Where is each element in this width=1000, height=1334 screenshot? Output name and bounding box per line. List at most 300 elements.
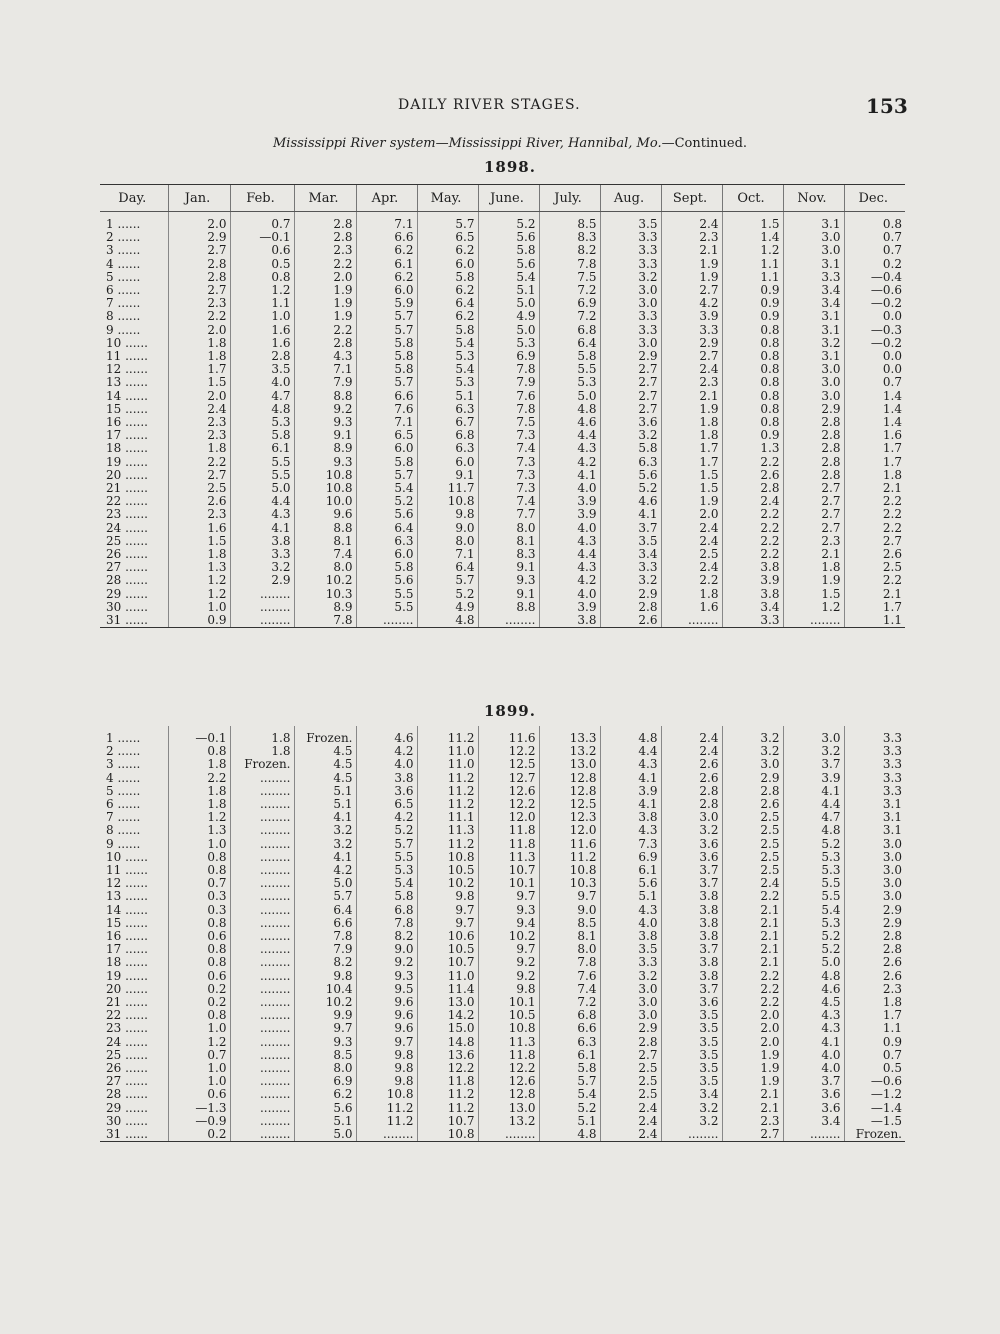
stage-cell: 3.6 [600, 416, 661, 429]
stage-cell: 5.7 [294, 890, 356, 903]
stage-cell: 3.8 [661, 917, 722, 930]
stage-cell: 2.2 [168, 310, 230, 323]
stage-cell: 3.2 [722, 726, 783, 745]
stage-cell: 1.9 [661, 258, 722, 271]
stage-cell: 2.8 [168, 271, 230, 284]
stage-cell: 2.3 [722, 1115, 783, 1128]
stage-cell: 3.2 [230, 561, 294, 574]
stage-cell: 2.5 [600, 1062, 661, 1075]
stage-cell: 6.0 [356, 284, 417, 297]
stage-cell: 3.2 [294, 838, 356, 851]
stage-cell: 5.8 [356, 456, 417, 469]
stage-cell: 5.8 [417, 271, 478, 284]
stage-cell: ........ [230, 601, 294, 614]
stage-cell: 3.8 [661, 970, 722, 983]
stage-cell: ........ [230, 838, 294, 851]
stage-cell: 1.9 [661, 271, 722, 284]
stage-cell: 7.8 [539, 956, 600, 969]
stage-cell: ........ [230, 864, 294, 877]
stage-cell: 2.5 [722, 838, 783, 851]
stage-cell: 0.8 [168, 745, 230, 758]
stage-cell: 0.9 [844, 1036, 905, 1049]
stage-cell: 2.6 [600, 614, 661, 628]
stage-cell: 8.3 [478, 548, 539, 561]
stage-cell: ........ [478, 1128, 539, 1142]
stage-cell: 13.3 [539, 726, 600, 745]
stage-cell: 9.6 [356, 1009, 417, 1022]
stage-cell: 0.5 [844, 1062, 905, 1075]
day-label: 13 ...... [106, 889, 148, 904]
stage-cell: —1.2 [844, 1088, 905, 1101]
stage-cell: 3.8 [661, 904, 722, 917]
stage-cell: 1.0 [168, 838, 230, 851]
stage-cell: 6.3 [417, 403, 478, 416]
stage-cell: 0.8 [722, 324, 783, 337]
stage-cell: 1.0 [230, 310, 294, 323]
stage-cell: 4.7 [783, 811, 844, 824]
day-label: 7 ...... [106, 296, 141, 311]
stage-cell: 13.0 [417, 996, 478, 1009]
stage-cell: 11.4 [417, 983, 478, 996]
stage-cell: 7.9 [294, 943, 356, 956]
stage-cell: 2.0 [294, 271, 356, 284]
day-label: 15 ...... [106, 915, 148, 930]
stage-cell: 8.0 [539, 943, 600, 956]
stage-cell: 2.1 [783, 548, 844, 561]
stage-cell: ........ [783, 614, 844, 628]
stage-cell: 2.1 [661, 244, 722, 257]
table-row [100, 1102, 905, 1115]
table-row [100, 970, 905, 983]
stage-cell: 2.6 [844, 956, 905, 969]
stage-cell: 1.2 [230, 284, 294, 297]
stage-cell: 4.5 [294, 758, 356, 771]
stage-cell: 1.5 [168, 376, 230, 389]
stage-cell: 5.6 [356, 508, 417, 521]
stage-cell: 2.5 [722, 851, 783, 864]
day-label: 27 ...... [106, 1074, 148, 1089]
stage-cell: 4.3 [539, 442, 600, 455]
stage-cell: 4.0 [783, 1062, 844, 1075]
day-label: 27 ...... [106, 560, 148, 575]
stage-cell: 2.3 [783, 535, 844, 548]
stage-cell: 5.3 [478, 337, 539, 350]
stage-cell: 2.9 [600, 588, 661, 601]
stage-cell: 2.2 [844, 495, 905, 508]
stage-cell: 4.2 [356, 811, 417, 824]
stage-cell: 0.7 [844, 231, 905, 244]
stage-cell: 9.8 [478, 983, 539, 996]
stage-cell: 7.2 [539, 996, 600, 1009]
stage-cell: 3.3 [230, 548, 294, 561]
stage-cell: 5.8 [356, 890, 417, 903]
stage-cell: 1.5 [168, 535, 230, 548]
stage-cell: 1.3 [168, 561, 230, 574]
stage-cell: 5.7 [356, 376, 417, 389]
stage-cell: 1.4 [844, 403, 905, 416]
header-row [100, 185, 905, 212]
stage-cell: 6.9 [294, 1075, 356, 1088]
stage-cell: 9.8 [356, 1049, 417, 1062]
stage-cell: 5.5 [783, 890, 844, 903]
stage-cell: 3.0 [600, 337, 661, 350]
stage-cell: 5.0 [478, 324, 539, 337]
stage-cell: 5.3 [356, 864, 417, 877]
stage-cell: —0.4 [844, 271, 905, 284]
stage-cell: 2.8 [844, 943, 905, 956]
stage-cell: 12.3 [539, 811, 600, 824]
stage-cell: 10.8 [294, 482, 356, 495]
stage-cell: 9.5 [356, 983, 417, 996]
stage-cell: ........ [661, 614, 722, 628]
stage-cell: 2.8 [294, 212, 356, 232]
stage-cell: 9.0 [417, 522, 478, 535]
stage-cell: 2.7 [600, 363, 661, 376]
stage-cell: 3.0 [783, 244, 844, 257]
stage-cell: 4.0 [600, 917, 661, 930]
stage-cell: 1.2 [168, 811, 230, 824]
stage-cell: 2.3 [661, 376, 722, 389]
stage-cell: 2.1 [722, 904, 783, 917]
stage-cell: ........ [230, 1088, 294, 1101]
stage-cell: 3.3 [844, 772, 905, 785]
stage-cell: 2.2 [722, 970, 783, 983]
stage-cell: 2.9 [783, 403, 844, 416]
stage-cell: ........ [230, 785, 294, 798]
stage-cell: 2.5 [168, 482, 230, 495]
stage-cell: 5.2 [783, 943, 844, 956]
stage-cell: 1.6 [168, 522, 230, 535]
stage-cell: 2.5 [722, 824, 783, 837]
stage-cell: 2.1 [722, 956, 783, 969]
stage-cell: 9.4 [478, 917, 539, 930]
stage-cell: 0.9 [168, 614, 230, 628]
stage-cell: 1.0 [168, 1075, 230, 1088]
stage-cell: 0.8 [722, 376, 783, 389]
stage-cell: 5.1 [294, 798, 356, 811]
stage-cell: 6.9 [478, 350, 539, 363]
stage-cell: 3.3 [661, 324, 722, 337]
stage-cell: 3.6 [661, 996, 722, 1009]
stage-cell: 3.5 [661, 1036, 722, 1049]
stage-cell: 8.1 [478, 535, 539, 548]
stage-cell: 6.6 [539, 1022, 600, 1035]
stage-cell: 2.1 [722, 943, 783, 956]
stage-cell: 5.2 [417, 588, 478, 601]
stage-cell: 8.1 [294, 535, 356, 548]
stage-cell: 1.2 [168, 588, 230, 601]
stage-cell: 0.2 [844, 258, 905, 271]
table-row [100, 212, 905, 232]
stage-cell: 7.1 [417, 548, 478, 561]
column-header: Dec. [844, 185, 905, 212]
stage-cell: 8.8 [294, 390, 356, 403]
stage-cell: 3.1 [783, 258, 844, 271]
stage-cell: 2.2 [168, 772, 230, 785]
column-header: Aug. [600, 185, 661, 212]
stage-cell: ........ [230, 588, 294, 601]
stage-cell: —0.1 [230, 231, 294, 244]
stage-cell: 0.3 [168, 890, 230, 903]
stage-cell: 11.0 [417, 970, 478, 983]
stage-cell: 3.7 [661, 864, 722, 877]
stage-cell: 6.1 [356, 258, 417, 271]
table-row [100, 324, 905, 337]
day-label: 20 ...... [106, 981, 148, 996]
stage-cell: 5.4 [417, 337, 478, 350]
day-label: 20 ...... [106, 467, 148, 482]
stage-cell: 2.2 [168, 456, 230, 469]
stage-cell: 5.0 [539, 390, 600, 403]
stage-cell: 2.1 [722, 930, 783, 943]
stage-cell: 0.6 [230, 244, 294, 257]
stage-cell: 11.6 [539, 838, 600, 851]
stage-cell: 2.7 [783, 482, 844, 495]
stage-cell: —1.5 [844, 1115, 905, 1128]
day-label: 19 ...... [106, 968, 148, 983]
stage-cell: 0.8 [722, 416, 783, 429]
stage-cell: 2.8 [661, 785, 722, 798]
stage-cell: 2.1 [722, 917, 783, 930]
stage-cell: 1.2 [168, 574, 230, 587]
stage-cell: 2.0 [722, 1009, 783, 1022]
stage-cell: 4.4 [230, 495, 294, 508]
stage-cell: 14.2 [417, 1009, 478, 1022]
table-row [100, 588, 905, 601]
stage-cell: 10.2 [294, 996, 356, 1009]
stage-cell: 8.0 [294, 1062, 356, 1075]
stage-cell: 2.9 [600, 350, 661, 363]
stage-cell: 6.8 [539, 1009, 600, 1022]
stage-cell: 9.9 [294, 1009, 356, 1022]
stage-cell: 1.7 [168, 363, 230, 376]
stage-cell: 0.7 [844, 244, 905, 257]
stage-cell: 1.6 [230, 324, 294, 337]
stage-cell: 3.7 [661, 877, 722, 890]
stage-cell: 1.8 [168, 350, 230, 363]
stage-cell: 8.0 [478, 522, 539, 535]
stage-cell: 4.1 [294, 851, 356, 864]
stage-cell: 3.2 [661, 824, 722, 837]
stage-cell: 4.1 [783, 785, 844, 798]
day-label: 14 ...... [106, 902, 148, 917]
stage-cell: 5.3 [783, 917, 844, 930]
stage-cell: 3.9 [539, 495, 600, 508]
stage-cell: 3.5 [661, 1022, 722, 1035]
stage-cell: 11.0 [417, 758, 478, 771]
stage-cell: 3.9 [661, 310, 722, 323]
day-label: 3 ...... [106, 243, 141, 258]
stage-cell: 5.8 [539, 1062, 600, 1075]
stage-cell: 4.6 [600, 495, 661, 508]
stage-cell: 3.4 [783, 1115, 844, 1128]
stage-cell: 3.2 [783, 745, 844, 758]
stage-cell: 3.3 [600, 561, 661, 574]
stage-cell: 2.5 [722, 811, 783, 824]
day-label: 31 ...... [100, 614, 168, 628]
stage-cell: 8.5 [294, 1049, 356, 1062]
stage-cell: 3.0 [783, 390, 844, 403]
stage-cell: 5.0 [478, 297, 539, 310]
stage-cell: 2.0 [722, 1022, 783, 1035]
stage-cell: 2.8 [294, 337, 356, 350]
table-row [100, 376, 905, 389]
stage-cell: 8.8 [478, 601, 539, 614]
column-header: Oct. [722, 185, 783, 212]
stage-cell: 4.0 [539, 588, 600, 601]
stage-cell: 4.9 [478, 310, 539, 323]
stage-cell: 0.2 [168, 1128, 230, 1142]
day-label: 10 ...... [106, 335, 148, 350]
day-label: 1 ...... [106, 217, 141, 231]
stage-cell: 1.2 [722, 244, 783, 257]
stage-cell: 1.8 [168, 798, 230, 811]
day-label: 17 ...... [106, 428, 148, 443]
day-label: 12 ...... [106, 362, 148, 377]
stage-cell: 3.0 [600, 1009, 661, 1022]
stage-cell: ........ [661, 1128, 722, 1142]
stage-cell: 7.5 [478, 416, 539, 429]
stage-cell: 4.8 [417, 614, 478, 628]
stage-cell: 7.6 [539, 970, 600, 983]
stage-cell: 1.5 [783, 588, 844, 601]
stage-cell: 9.8 [356, 1075, 417, 1088]
stage-cell: 8.2 [294, 956, 356, 969]
stage-cell: 3.5 [661, 1075, 722, 1088]
stage-cell: 1.9 [722, 1075, 783, 1088]
stage-cell: 2.4 [661, 726, 722, 745]
column-header: Sept. [661, 185, 722, 212]
stage-cell: 3.7 [783, 1075, 844, 1088]
stage-cell: 2.5 [722, 864, 783, 877]
stage-cell: 13.2 [478, 1115, 539, 1128]
stage-cell: 6.6 [356, 390, 417, 403]
stage-cell: 10.8 [417, 495, 478, 508]
stage-cell: 5.8 [417, 324, 478, 337]
stage-cell: 1.9 [661, 495, 722, 508]
day-label: 11 ...... [106, 349, 148, 364]
stage-cell: 5.8 [230, 429, 294, 442]
stage-cell: 2.6 [722, 469, 783, 482]
table-row [100, 904, 905, 917]
stage-cell: 3.2 [783, 337, 844, 350]
stage-cell: 3.6 [783, 1102, 844, 1115]
stage-cell: 0.8 [722, 350, 783, 363]
stage-cell: 10.3 [294, 588, 356, 601]
day-label: 23 ...... [106, 1021, 148, 1036]
stage-cell: 6.2 [417, 310, 478, 323]
stage-cell: 9.8 [417, 508, 478, 521]
stage-cell: 2.7 [783, 508, 844, 521]
stage-cell: 9.7 [478, 890, 539, 903]
stage-cell: 2.8 [661, 798, 722, 811]
running-title: DAILY RIVER STAGES. [398, 97, 581, 113]
stage-cell: 2.9 [722, 772, 783, 785]
stage-cell: 3.5 [600, 212, 661, 232]
stage-cell: 3.0 [783, 363, 844, 376]
stage-cell: 4.4 [783, 798, 844, 811]
stage-cell: 9.2 [356, 956, 417, 969]
stage-cell: 8.0 [294, 561, 356, 574]
stage-cell: 3.7 [661, 943, 722, 956]
stage-cell: 1.6 [844, 429, 905, 442]
stage-cell: 2.2 [661, 574, 722, 587]
stage-cell: ........ [230, 1036, 294, 1049]
day-label: 3 ...... [106, 757, 141, 772]
stage-cell: 3.9 [539, 601, 600, 614]
stage-cell: 11.2 [417, 772, 478, 785]
stage-cell: 8.1 [539, 930, 600, 943]
stage-cell: 1.9 [294, 310, 356, 323]
day-label: 9 ...... [106, 836, 141, 851]
stage-cell: ........ [230, 1102, 294, 1115]
stage-cell: 1.7 [844, 1009, 905, 1022]
stage-cell: 2.6 [661, 772, 722, 785]
stage-cell: 2.4 [661, 561, 722, 574]
stage-cell: 5.7 [417, 212, 478, 232]
table-row [100, 956, 905, 969]
stage-cell: 1.2 [168, 1036, 230, 1049]
stage-cell: 0.9 [722, 429, 783, 442]
stage-cell: 9.7 [356, 1036, 417, 1049]
stage-cell: 1.0 [168, 601, 230, 614]
stage-cell: 6.3 [539, 1036, 600, 1049]
stage-cell: 3.1 [783, 350, 844, 363]
day-label: 7 ...... [106, 810, 141, 825]
stage-cell: 1.3 [168, 824, 230, 837]
stage-cell: 1.8 [661, 416, 722, 429]
stage-cell: 3.8 [661, 956, 722, 969]
stage-cell: 2.7 [168, 469, 230, 482]
stage-cell: 11.0 [417, 745, 478, 758]
stage-cell: 2.7 [783, 522, 844, 535]
stage-cell: 1.5 [661, 482, 722, 495]
stage-cell: 3.0 [600, 297, 661, 310]
table-caption [100, 136, 920, 151]
column-header: Feb. [230, 185, 294, 212]
stage-cell: 11.2 [417, 838, 478, 851]
stage-cell: 2.3 [168, 429, 230, 442]
stage-cell: 11.2 [417, 1088, 478, 1101]
page-number: 153 [866, 94, 908, 118]
stage-cell: 3.8 [539, 614, 600, 628]
stage-cell: 4.2 [661, 297, 722, 310]
column-header: Day. [100, 185, 168, 212]
stage-cell: 4.8 [539, 1128, 600, 1142]
stage-cell: 5.2 [783, 930, 844, 943]
stage-cell: 2.7 [168, 284, 230, 297]
stage-cell: 4.3 [783, 1022, 844, 1035]
stage-cell: ........ [230, 890, 294, 903]
day-label: 31 ...... [100, 1128, 168, 1142]
stage-cell: 6.4 [417, 561, 478, 574]
stage-cell: 7.3 [478, 482, 539, 495]
day-label: 18 ...... [106, 955, 148, 970]
stage-cell: 2.0 [168, 324, 230, 337]
day-label: 28 ...... [106, 573, 148, 588]
stage-cell: 0.5 [230, 258, 294, 271]
stage-cell: ........ [230, 904, 294, 917]
stage-cell: 5.4 [356, 482, 417, 495]
stage-cell: ........ [230, 877, 294, 890]
stage-cell: 11.8 [478, 838, 539, 851]
stage-cell: 0.8 [844, 212, 905, 232]
stage-cell: 2.5 [844, 561, 905, 574]
stage-cell: 4.8 [783, 824, 844, 837]
stage-cell: 11.6 [478, 726, 539, 745]
table-row [100, 508, 905, 521]
stage-cell: 12.6 [478, 1075, 539, 1088]
